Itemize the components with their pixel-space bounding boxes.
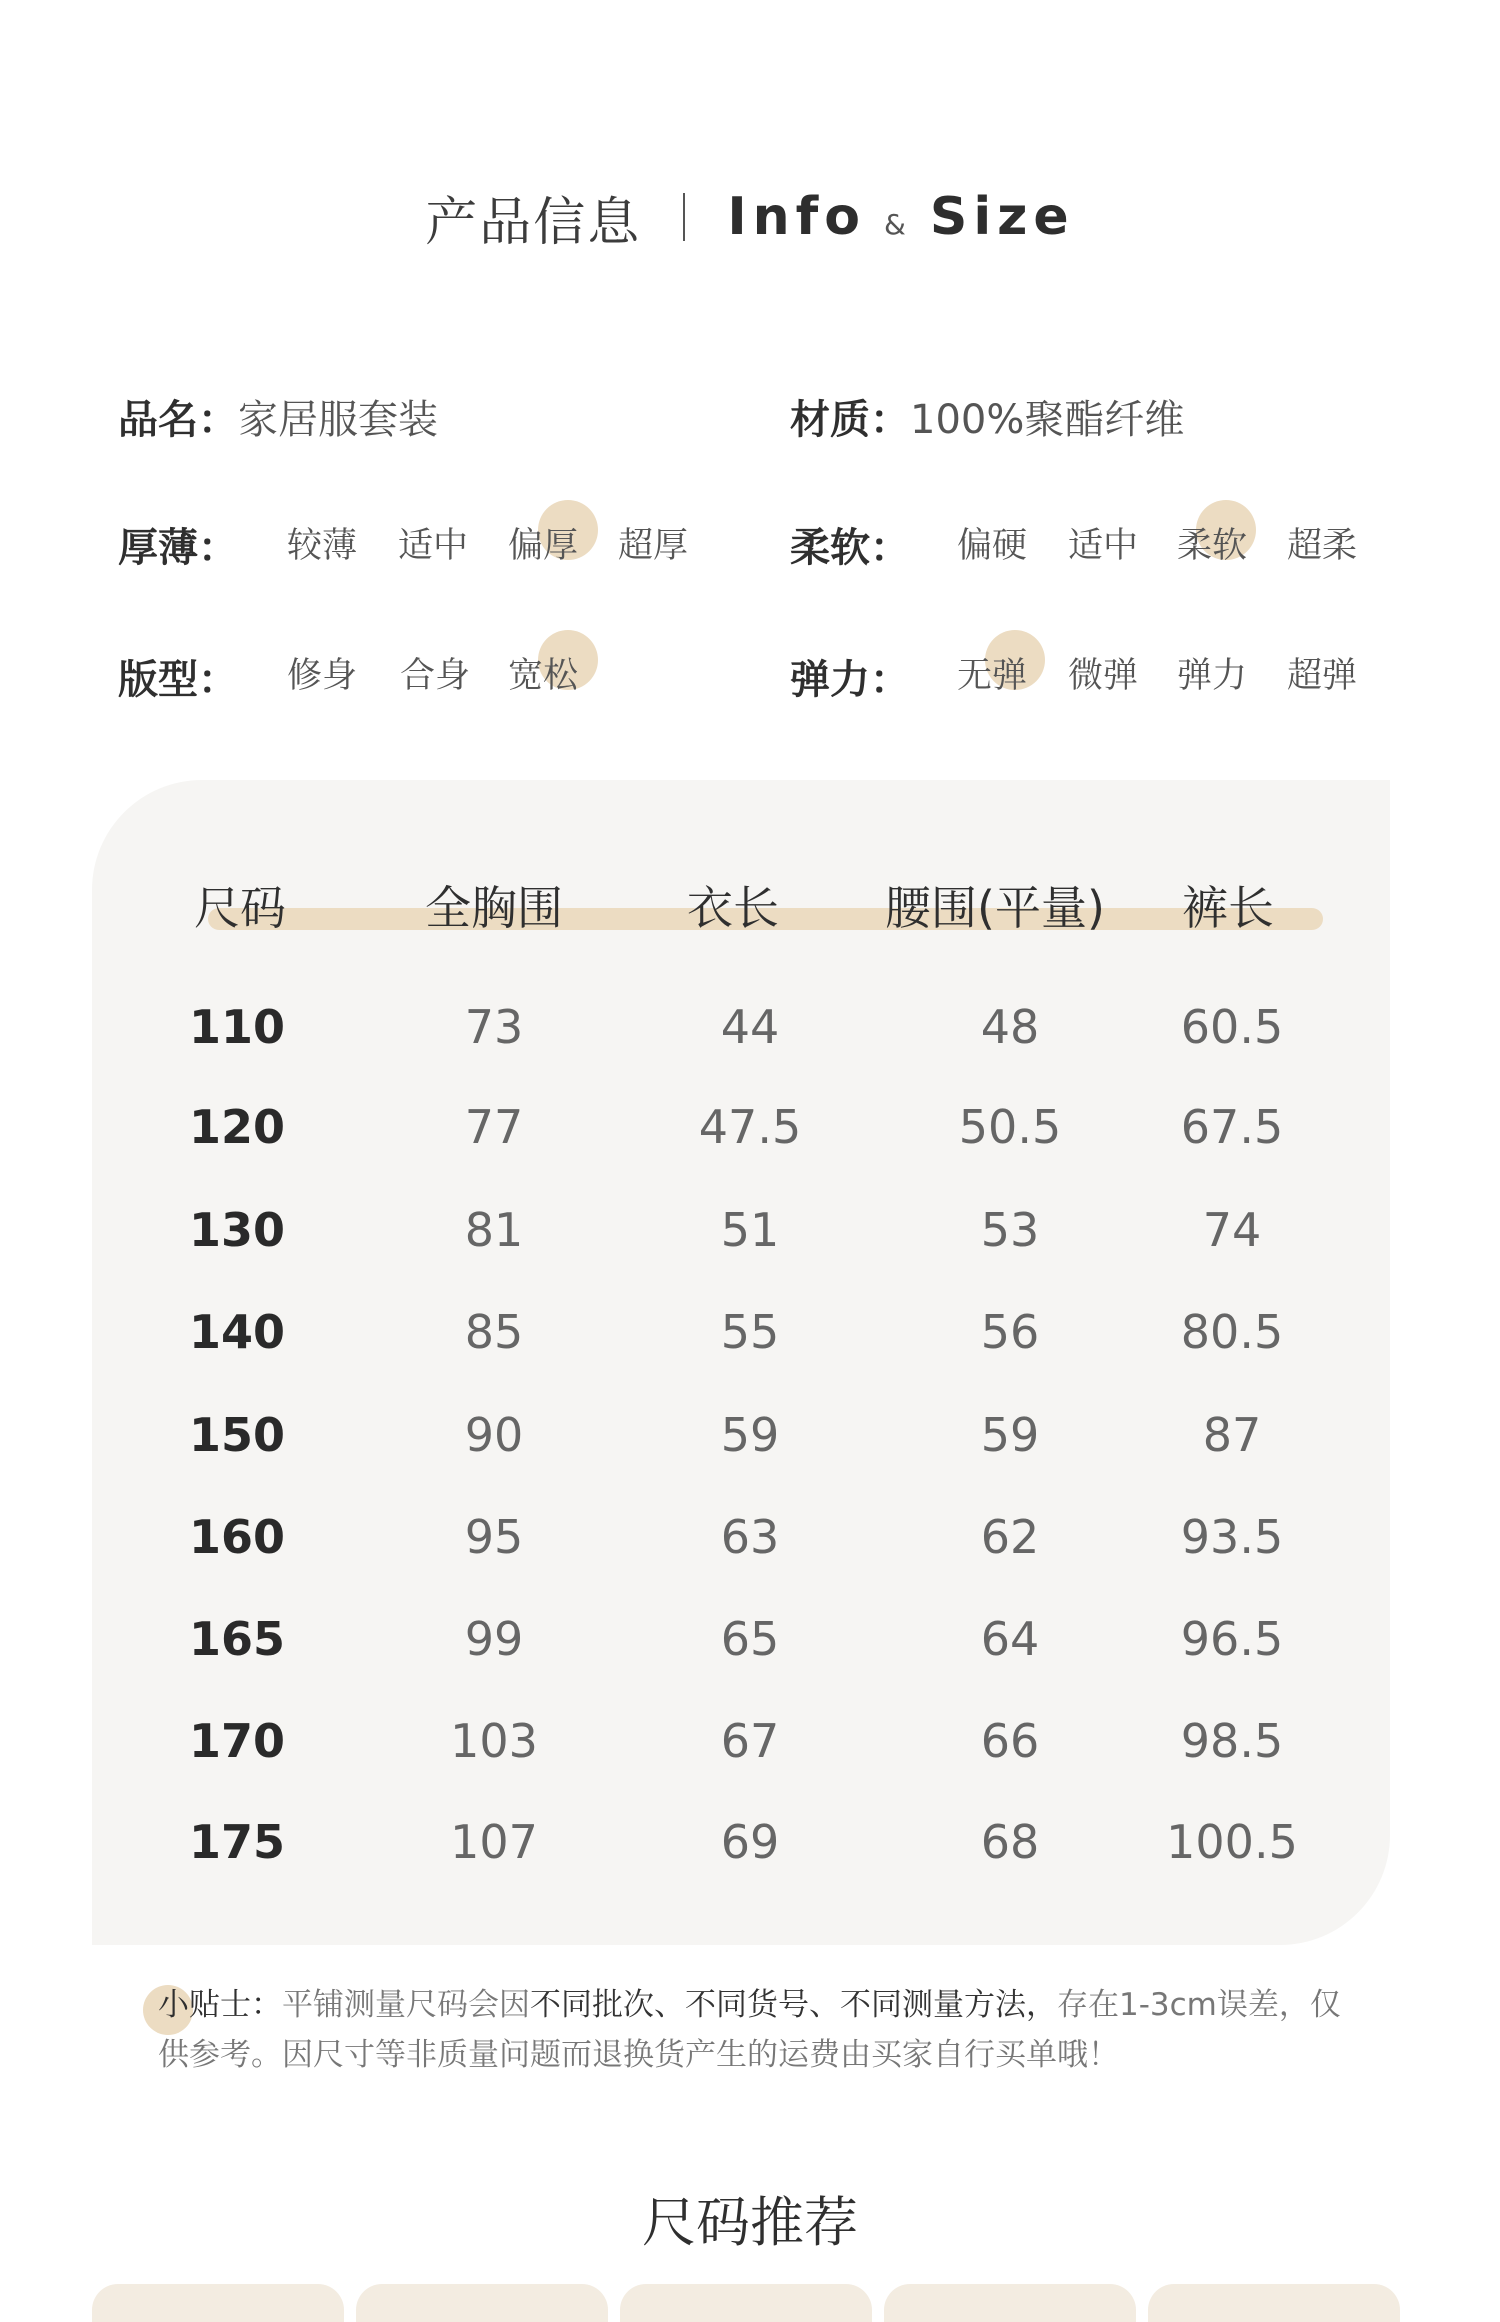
length-cell: 55 xyxy=(720,1305,780,1359)
column-header-chest: 全胸围 xyxy=(425,881,563,935)
size-cell: 175 xyxy=(188,1815,286,1869)
chest-cell: 85 xyxy=(464,1305,524,1359)
size-cell: 140 xyxy=(188,1305,286,1359)
thickness-option: 较薄 xyxy=(287,526,358,566)
table-row xyxy=(0,1815,1500,1885)
waist-cell: 53 xyxy=(980,1203,1040,1257)
waist-cell: 56 xyxy=(980,1305,1040,1359)
column-header-pants-length: 裤长 xyxy=(1182,881,1274,935)
waist-cell: 48 xyxy=(980,1000,1040,1054)
chest-cell: 81 xyxy=(464,1203,524,1257)
table-row xyxy=(0,1510,1500,1580)
pants-length-cell: 60.5 xyxy=(1180,1000,1284,1054)
length-cell: 47.5 xyxy=(698,1100,802,1154)
fit-option: 合身 xyxy=(400,656,471,696)
page-header xyxy=(0,172,1500,262)
header-title-zh: 产品信息 xyxy=(425,192,642,253)
size-cell: 150 xyxy=(188,1408,286,1462)
length-cell: 65 xyxy=(720,1612,780,1666)
elasticity-label: 弹力： xyxy=(790,657,910,703)
recommend-tab xyxy=(92,2284,344,2322)
waist-cell: 66 xyxy=(980,1714,1040,1768)
header-title-en xyxy=(727,187,1074,247)
pants-length-cell: 87 xyxy=(1202,1408,1262,1462)
table-row xyxy=(0,1612,1500,1682)
waist-cell: 59 xyxy=(980,1408,1040,1462)
size-cell: 130 xyxy=(188,1203,286,1257)
elasticity-option: 弹力 xyxy=(1177,656,1248,696)
length-cell: 67 xyxy=(720,1714,780,1768)
pants-length-cell: 80.5 xyxy=(1180,1305,1284,1359)
product-name-row xyxy=(118,388,438,445)
material-label: 材质： xyxy=(790,397,910,443)
softness-option-selected: 柔软 xyxy=(1177,526,1248,566)
size-cell: 165 xyxy=(188,1612,286,1666)
waist-cell: 50.5 xyxy=(958,1100,1062,1154)
size-tips xyxy=(158,1980,1348,2080)
pants-length-cell: 67.5 xyxy=(1180,1100,1284,1154)
material-value: 100%聚酯纤维 xyxy=(910,397,1185,443)
header-ampersand: & xyxy=(884,208,912,241)
softness-label: 柔软： xyxy=(790,525,910,571)
thickness-option-selected: 偏厚 xyxy=(508,526,579,566)
product-name-label: 品名： xyxy=(118,397,238,443)
product-name-value: 家居服套装 xyxy=(238,397,438,443)
size-recommend-title: 尺码推荐 xyxy=(642,2191,858,2254)
pants-length-cell: 96.5 xyxy=(1180,1612,1284,1666)
header-divider xyxy=(683,193,685,241)
pants-length-cell: 74 xyxy=(1202,1203,1262,1257)
chest-cell: 90 xyxy=(464,1408,524,1462)
length-cell: 63 xyxy=(720,1510,780,1564)
material-row xyxy=(790,388,1184,445)
fit-option: 修身 xyxy=(287,656,358,696)
elasticity-option-selected: 无弹 xyxy=(957,656,1028,696)
table-row xyxy=(0,1000,1500,1070)
length-cell: 51 xyxy=(720,1203,780,1257)
elasticity-option: 超弹 xyxy=(1287,656,1358,696)
tips-text-b: 不同批次、不同货号、不同测量方法， xyxy=(530,1987,1057,2023)
softness-option: 超柔 xyxy=(1287,526,1358,566)
thickness-label: 厚薄： xyxy=(118,525,238,571)
tips-text-a: 平铺测量尺码会因 xyxy=(282,1987,530,2023)
waist-cell: 68 xyxy=(980,1815,1040,1869)
size-cell: 120 xyxy=(188,1100,286,1154)
waist-cell: 64 xyxy=(980,1612,1040,1666)
elasticity-option: 微弹 xyxy=(1068,656,1139,696)
chest-cell: 107 xyxy=(450,1815,538,1869)
column-header-length: 衣长 xyxy=(687,881,779,935)
recommend-tab xyxy=(884,2284,1136,2322)
chest-cell: 103 xyxy=(450,1714,538,1768)
table-row xyxy=(0,1203,1500,1273)
chest-cell: 77 xyxy=(464,1100,524,1154)
column-header-waist: 腰围(平量) xyxy=(885,881,1105,935)
recommend-tab xyxy=(356,2284,608,2322)
column-header-size: 尺码 xyxy=(194,881,286,935)
thickness-option: 超厚 xyxy=(618,526,689,566)
chest-cell: 73 xyxy=(464,1000,524,1054)
size-cell: 160 xyxy=(188,1510,286,1564)
tips-label: 小贴士： xyxy=(158,1987,282,2023)
recommend-tab xyxy=(620,2284,872,2322)
table-row xyxy=(0,1100,1500,1170)
pants-length-cell: 100.5 xyxy=(1166,1815,1298,1869)
table-row xyxy=(0,1714,1500,1784)
pants-length-cell: 93.5 xyxy=(1180,1510,1284,1564)
chest-cell: 99 xyxy=(464,1612,524,1666)
length-cell: 69 xyxy=(720,1815,780,1869)
waist-cell: 62 xyxy=(980,1510,1040,1564)
length-cell: 44 xyxy=(720,1000,780,1054)
header-size-word: Size xyxy=(929,187,1075,247)
pants-length-cell: 98.5 xyxy=(1180,1714,1284,1768)
softness-option: 适中 xyxy=(1068,526,1139,566)
softness-option: 偏硬 xyxy=(957,526,1028,566)
recommend-tab xyxy=(1148,2284,1400,2322)
length-cell: 59 xyxy=(720,1408,780,1462)
chest-cell: 95 xyxy=(464,1510,524,1564)
fit-label: 版型： xyxy=(118,657,238,703)
size-cell: 110 xyxy=(188,1000,286,1054)
fit-option-selected: 宽松 xyxy=(508,656,579,696)
header-info-word: Info xyxy=(727,187,867,247)
tips-text-c: 存在1-3cm误差，仅供参考。因尺寸等非质量问题而退换货产生的运费由买家自行买单哦！ xyxy=(158,1987,1341,2073)
size-cell: 170 xyxy=(188,1714,286,1768)
thickness-option: 适中 xyxy=(398,526,469,566)
table-row xyxy=(0,1408,1500,1478)
table-row xyxy=(0,1305,1500,1375)
